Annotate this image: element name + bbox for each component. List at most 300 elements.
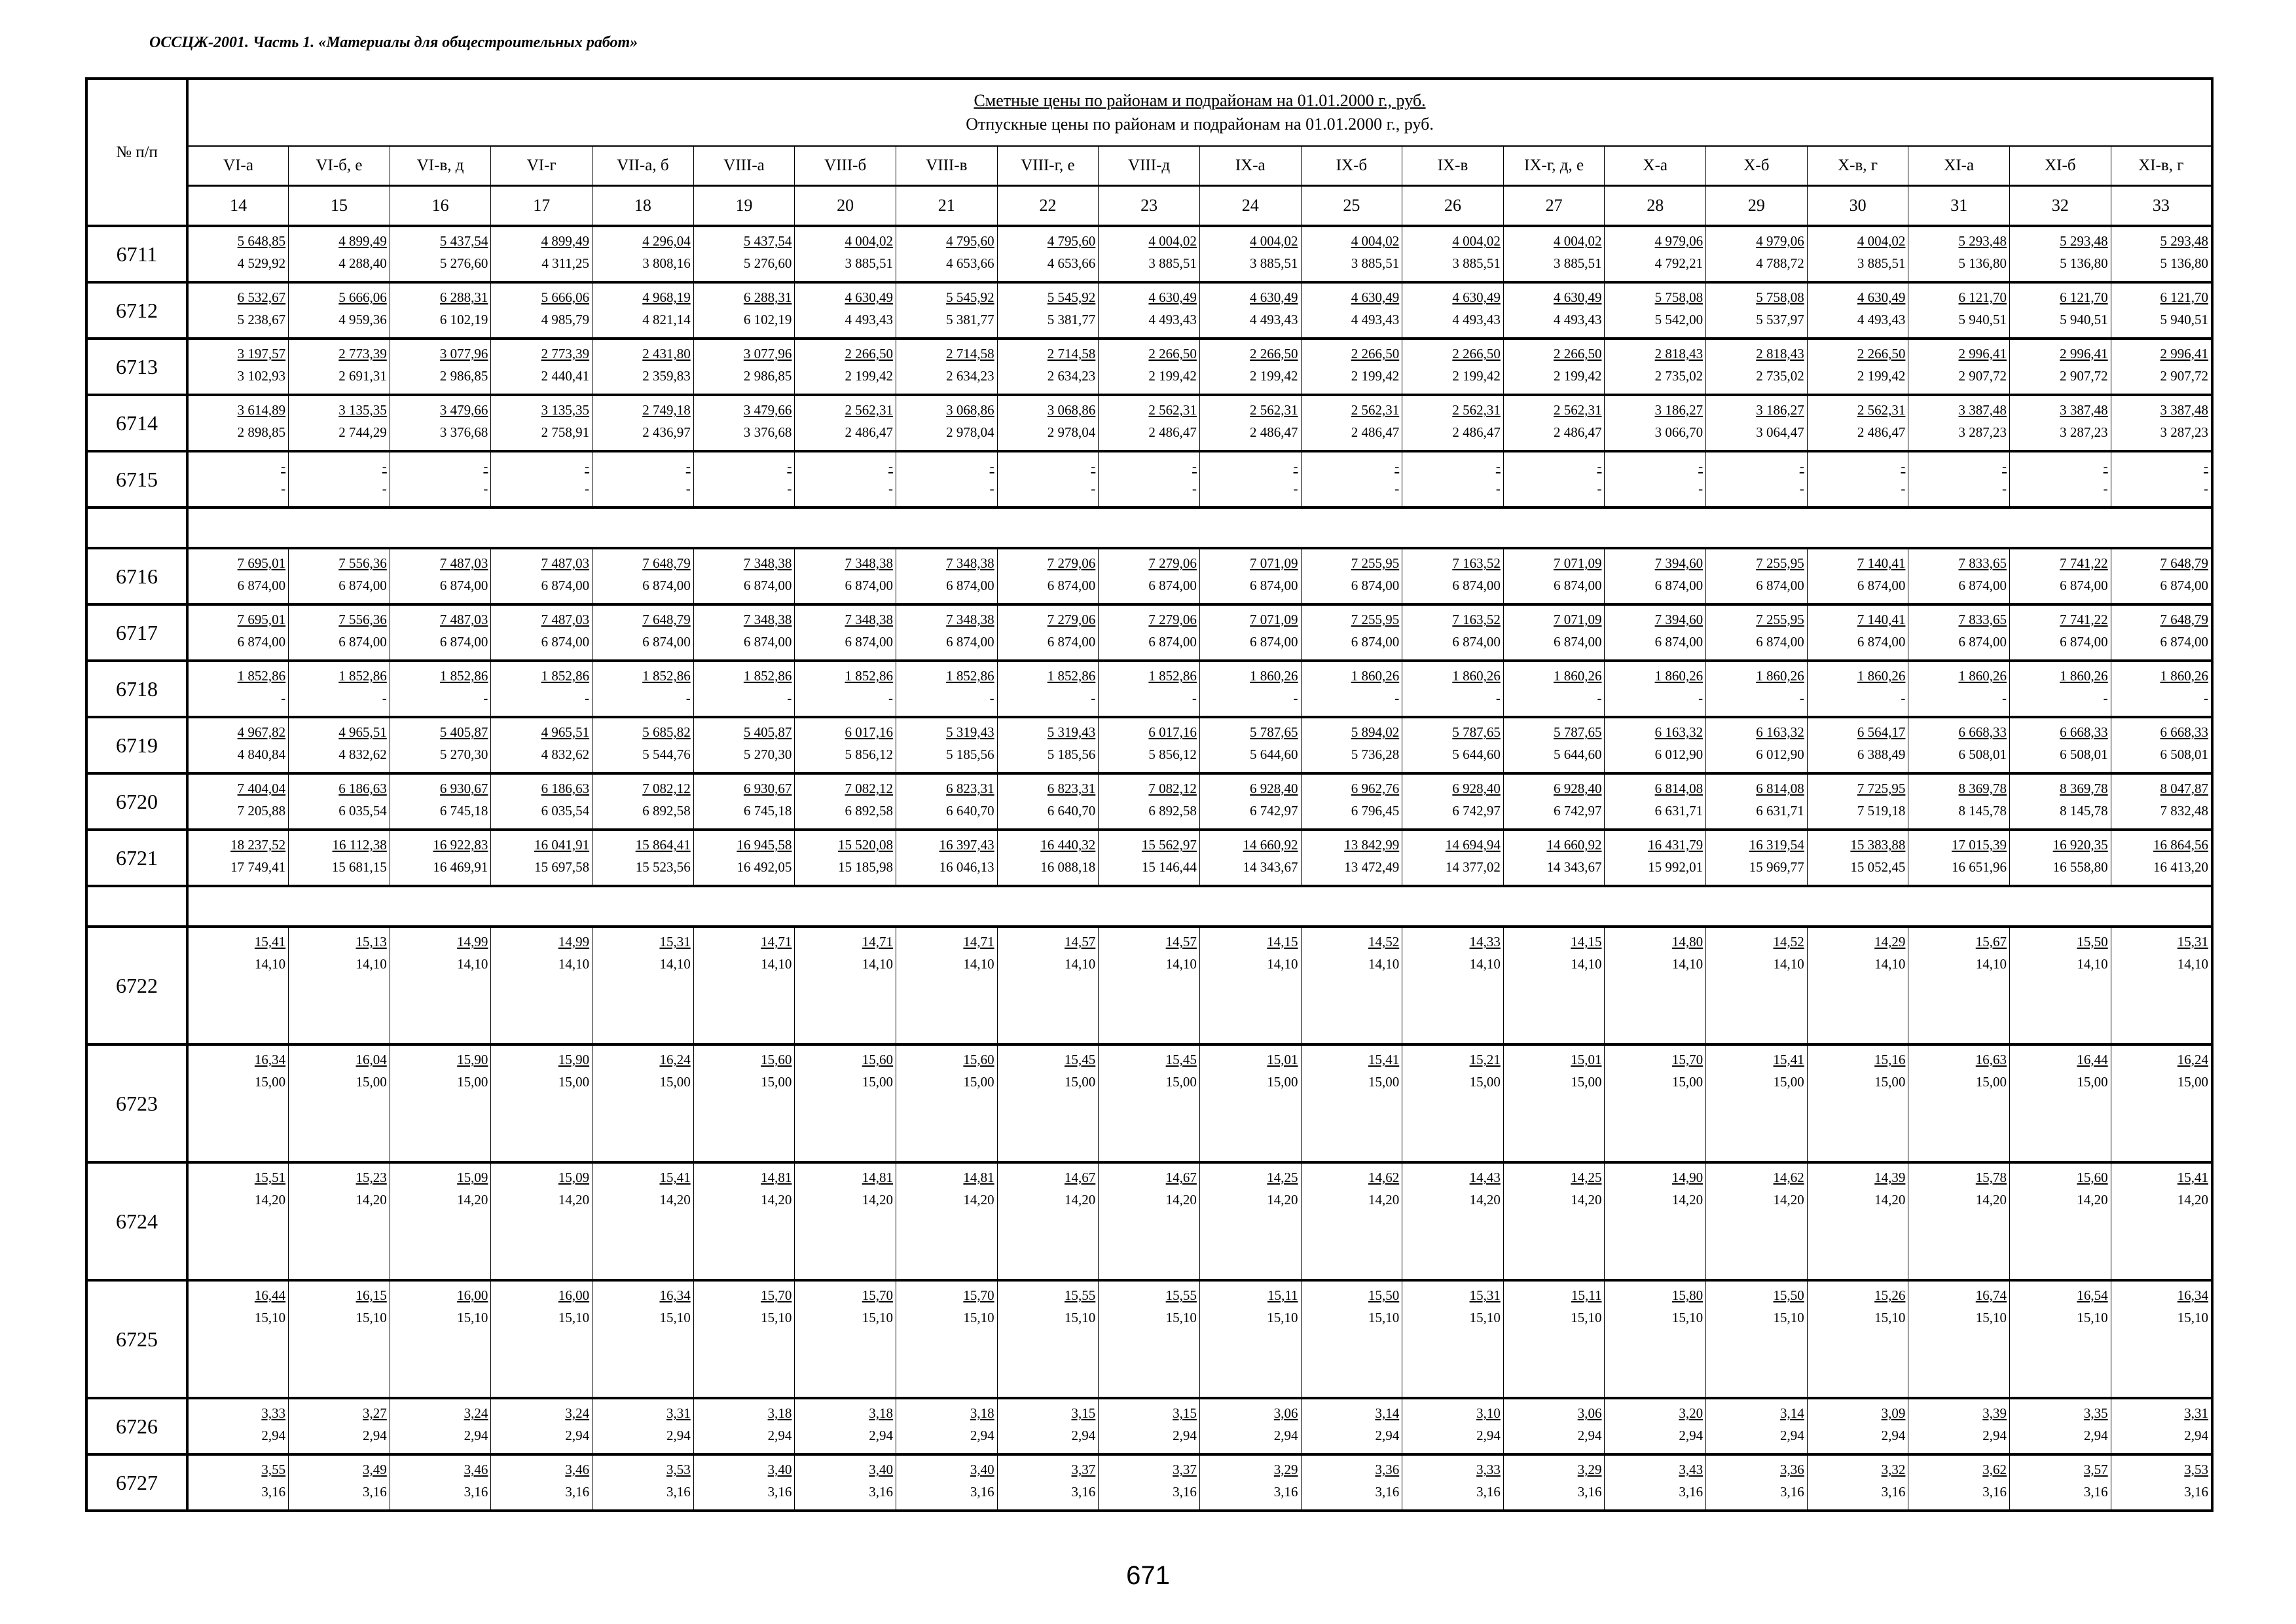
estimated-price: 2 996,41 (2060, 346, 2108, 361)
price-cell (1099, 1280, 1200, 1398)
release-price: 3,16 (1780, 1484, 1804, 1500)
estimated-price: 2 996,41 (1958, 346, 2007, 361)
estimated-price: 3,29 (1577, 1462, 1602, 1477)
estimated-price: - (1293, 458, 1298, 474)
estimated-price: 14,71 (963, 934, 994, 950)
release-price: 6 874,00 (1250, 634, 1298, 650)
estimated-price: 15,78 (1975, 1170, 2007, 1185)
release-price: 3 064,47 (1756, 424, 1804, 440)
estimated-price: - (888, 458, 893, 474)
release-price: 6 388,49 (1857, 747, 1906, 762)
release-price: 15,00 (355, 1074, 387, 1090)
release-price: 15,10 (1773, 1310, 1804, 1325)
estimated-price: 15,31 (1469, 1287, 1501, 1303)
estimated-price: 4 630,49 (1351, 289, 1400, 305)
region-header: VIII-г, е (997, 146, 1099, 186)
estimated-price: 7 725,95 (1857, 781, 1906, 796)
estimated-price: 5 437,54 (439, 233, 488, 249)
estimated-price: 3 135,35 (338, 402, 387, 418)
release-price: - (585, 481, 590, 496)
price-cell (1706, 339, 1808, 395)
release-price: - (1799, 690, 1804, 706)
release-price: - (787, 481, 792, 496)
release-price: 2 199,42 (845, 368, 893, 384)
price-cell (1605, 1162, 1706, 1280)
price-cell (1807, 1162, 1908, 1280)
estimated-price: 16,44 (254, 1287, 286, 1303)
release-price: 5 381,77 (1047, 312, 1096, 327)
estimated-price: 1 852,86 (541, 668, 590, 684)
estimated-price: 14,81 (862, 1170, 893, 1185)
release-price: 14,10 (558, 956, 590, 972)
release-price: 2 691,31 (338, 368, 387, 384)
release-price: 6 874,00 (1351, 634, 1400, 650)
estimated-price: 15,01 (1267, 1052, 1298, 1067)
release-price: 3 885,51 (1351, 255, 1400, 271)
column-number-row (86, 186, 2212, 227)
release-price: 2 986,85 (743, 368, 792, 384)
estimated-price: 2 818,43 (1756, 346, 1804, 361)
region-header: VI-б, е (289, 146, 390, 186)
estimated-price: 17 015,39 (1952, 837, 2007, 853)
estimated-price: 14,15 (1571, 934, 1602, 950)
price-cell (1807, 1280, 1908, 1398)
release-price: 5 270,30 (439, 747, 488, 762)
price-cell (1908, 451, 2010, 507)
estimated-price: - (2204, 458, 2209, 474)
estimated-price: 16 431,79 (1648, 837, 1704, 853)
estimated-price: 3,62 (1982, 1462, 2007, 1477)
release-price: 15,10 (254, 1310, 286, 1325)
estimated-price: 16 864,56 (2153, 837, 2209, 853)
estimated-price: 4 630,49 (1553, 289, 1602, 305)
release-price: - (888, 481, 893, 496)
price-cell (693, 1280, 795, 1398)
price-cell (997, 830, 1099, 886)
estimated-price: 6 288,31 (743, 289, 792, 305)
column-number: 32 (2010, 186, 2111, 227)
release-price: - (1091, 690, 1096, 706)
release-price: 16 651,96 (1952, 859, 2007, 875)
estimated-price: 15,90 (558, 1052, 590, 1067)
release-price: 4 832,62 (541, 747, 590, 762)
price-cell (896, 395, 997, 451)
estimated-price: 14,57 (1165, 934, 1197, 950)
price-cell (1605, 339, 1706, 395)
price-cell (1199, 282, 1301, 339)
estimated-price: 14,25 (1571, 1170, 1602, 1185)
release-price: 15,00 (457, 1074, 488, 1090)
price-table-container (85, 77, 2211, 1512)
price-cell (1706, 1398, 1808, 1454)
price-cell (693, 548, 795, 604)
release-price: 4 832,62 (338, 747, 387, 762)
price-cell (1199, 717, 1301, 773)
release-price: 4 840,84 (237, 747, 286, 762)
release-price: 6 874,00 (1958, 634, 2007, 650)
release-price: 6 874,00 (338, 578, 387, 593)
estimated-price: 7 487,03 (541, 612, 590, 627)
table-row (86, 395, 2212, 451)
price-cell (187, 717, 289, 773)
price-cell (1301, 773, 1402, 830)
price-cell (997, 451, 1099, 507)
release-price: 3,16 (1071, 1484, 1096, 1500)
release-price: 3,16 (565, 1484, 590, 1500)
release-price: - (989, 481, 994, 496)
price-cell (1199, 548, 1301, 604)
price-cell (390, 927, 491, 1044)
release-price: 6 012,90 (1756, 747, 1804, 762)
price-cell (1605, 282, 1706, 339)
release-price: 2,94 (1577, 1428, 1602, 1443)
price-cell (997, 717, 1099, 773)
estimated-price: 15,80 (1671, 1287, 1704, 1303)
price-cell (1301, 661, 1402, 717)
estimated-price: 15,90 (457, 1052, 488, 1067)
estimated-price: 1 852,86 (743, 668, 792, 684)
release-price: 2 486,47 (1452, 424, 1501, 440)
price-cell (997, 927, 1099, 1044)
row-number: 6725 (86, 1280, 187, 1398)
estimated-price: 5 787,65 (1452, 724, 1501, 740)
release-price: 4 493,43 (845, 312, 893, 327)
price-cell (1908, 604, 2010, 661)
price-cell (289, 395, 390, 451)
price-table (85, 77, 2214, 1512)
price-cell (1199, 1044, 1301, 1162)
table-row (86, 661, 2212, 717)
estimated-price: 14,71 (761, 934, 792, 950)
price-cell (1908, 773, 2010, 830)
release-price: 6 874,00 (1351, 578, 1400, 593)
estimated-price: - (1698, 458, 1704, 474)
separator-cell (187, 886, 2212, 927)
release-price: 16 046,13 (939, 859, 994, 875)
release-price: 4 493,43 (1857, 312, 1906, 327)
release-price: 3,16 (261, 1484, 286, 1500)
price-cell (390, 1454, 491, 1511)
release-prices-title: Отпускные цены по районам и подрайонам на 01.01.2000 г., руб. (966, 115, 1434, 134)
estimated-price: 15,41 (254, 934, 286, 950)
estimated-price: 7 648,79 (642, 612, 691, 627)
price-cell (1908, 661, 2010, 717)
price-cell (795, 1280, 896, 1398)
price-cell (1706, 226, 1808, 282)
release-price: 14,10 (1571, 956, 1602, 972)
release-price: 3,16 (1476, 1484, 1501, 1500)
estimated-price: 15,55 (1065, 1287, 1096, 1303)
estimated-price: 16 112,38 (332, 837, 387, 853)
estimated-price: 3,37 (1173, 1462, 1197, 1477)
price-cell (997, 548, 1099, 604)
price-cell (187, 226, 289, 282)
release-price: 6 745,18 (743, 803, 792, 819)
estimated-price: 7 741,22 (2060, 555, 2108, 571)
price-cell (592, 548, 694, 604)
price-cell (1908, 1398, 2010, 1454)
price-cell (1301, 548, 1402, 604)
estimated-price: 2 266,50 (1351, 346, 1400, 361)
table-row (86, 1044, 2212, 1162)
release-price: 2 199,42 (1250, 368, 1298, 384)
price-cell (592, 1454, 694, 1511)
estimated-price: 3,31 (2184, 1405, 2209, 1421)
release-price: - (2103, 481, 2108, 496)
estimated-price: 3,14 (1375, 1405, 1400, 1421)
release-price: 6 874,00 (1047, 578, 1096, 593)
estimated-price: 7 695,01 (237, 612, 286, 627)
release-price: 15,10 (862, 1310, 893, 1325)
estimated-price: 7 071,09 (1553, 612, 1602, 627)
release-price: 6 640,70 (1047, 803, 1096, 819)
release-price: 7 519,18 (1857, 803, 1906, 819)
estimated-price: 1 860,26 (1958, 668, 2007, 684)
page-header: ОССЦЖ-2001. Часть 1. «Материалы для общестроительных работ» (149, 34, 638, 51)
release-price: 3,16 (2083, 1484, 2108, 1500)
estimated-price: 6 564,17 (1857, 724, 1906, 740)
estimated-price: 14,80 (1671, 934, 1704, 950)
row-number: 6724 (86, 1162, 187, 1280)
release-price: 5 940,51 (1958, 312, 2007, 327)
price-cell (1099, 661, 1200, 717)
estimated-price: 3,32 (1881, 1462, 1906, 1477)
estimated-price: 7 140,41 (1857, 612, 1906, 627)
price-cell (1807, 927, 1908, 1044)
release-price: 3 885,51 (845, 255, 893, 271)
release-price: - (281, 481, 286, 496)
price-cell (1099, 395, 1200, 451)
estimated-price: 7 833,65 (1958, 612, 2007, 627)
price-cell (491, 1162, 592, 1280)
release-price: 2 486,47 (1351, 424, 1400, 440)
release-price: 2 907,72 (2060, 368, 2108, 384)
price-cell (390, 1280, 491, 1398)
estimated-price: - (1091, 458, 1096, 474)
release-price: 2,94 (1173, 1428, 1197, 1443)
price-cell (1706, 830, 1808, 886)
estimated-price: 5 758,08 (1654, 289, 1704, 305)
release-price: 5 185,56 (946, 747, 994, 762)
price-cell (1807, 395, 1908, 451)
region-header: VI-а (187, 146, 289, 186)
release-price: 6 102,19 (439, 312, 488, 327)
estimated-price: 7 394,60 (1654, 612, 1704, 627)
table-title (187, 79, 2212, 146)
estimated-price: 14 694,94 (1445, 837, 1501, 853)
release-price: 2 486,47 (1250, 424, 1298, 440)
price-cell (693, 282, 795, 339)
estimated-price: 14,52 (1368, 934, 1400, 950)
estimated-price: 6 928,40 (1452, 781, 1501, 796)
estimated-price: 2 714,58 (946, 346, 994, 361)
estimated-price: 3 387,48 (2160, 402, 2209, 418)
release-price: 15,10 (1874, 1310, 1906, 1325)
estimated-price: 5 666,06 (541, 289, 590, 305)
release-price: 2,94 (2083, 1428, 2108, 1443)
estimated-price: 5 787,65 (1553, 724, 1602, 740)
price-cell (1199, 395, 1301, 451)
estimated-price: 14,90 (1671, 1170, 1704, 1185)
release-price: 6 874,00 (946, 578, 994, 593)
price-cell (390, 830, 491, 886)
release-price: 14,10 (1165, 956, 1197, 972)
estimated-price: 15 562,97 (1141, 837, 1197, 853)
price-cell (1199, 1280, 1301, 1398)
estimated-price: 1 860,26 (1553, 668, 1602, 684)
release-price: - (787, 690, 792, 706)
release-price: 2,94 (1273, 1428, 1298, 1443)
price-cell (997, 773, 1099, 830)
estimated-price: 6 814,08 (1654, 781, 1704, 796)
estimated-price: 4 630,49 (1452, 289, 1501, 305)
estimated-price: 7 348,38 (743, 612, 792, 627)
release-price: 15 969,77 (1749, 859, 1804, 875)
price-cell (1503, 1398, 1605, 1454)
estimated-price: 5 319,43 (1047, 724, 1096, 740)
release-price: 2 486,47 (1148, 424, 1197, 440)
release-price: 6 874,00 (541, 578, 590, 593)
price-cell (1199, 604, 1301, 661)
release-price: 14,10 (1975, 956, 2007, 972)
release-price: 4 311,25 (541, 255, 590, 271)
release-price: 5 940,51 (2160, 312, 2209, 327)
price-cell (997, 1454, 1099, 1511)
price-cell (1301, 1162, 1402, 1280)
price-cell (187, 604, 289, 661)
price-cell (693, 830, 795, 886)
release-price: 15,10 (1065, 1310, 1096, 1325)
release-price: - (888, 690, 893, 706)
estimated-price: 1 860,26 (1756, 668, 1804, 684)
release-price: 14,20 (1671, 1192, 1704, 1208)
estimated-price: 1 860,26 (1250, 668, 1298, 684)
price-cell (1908, 830, 2010, 886)
estimated-price: 4 630,49 (1857, 289, 1906, 305)
estimated-price: 6 928,40 (1553, 781, 1602, 796)
column-number: 30 (1807, 186, 1908, 227)
price-cell (1402, 548, 1504, 604)
price-cell (1908, 717, 2010, 773)
estimated-price: 3 186,27 (1654, 402, 1704, 418)
estimated-price: 4 630,49 (1148, 289, 1197, 305)
release-price: 16 469,91 (433, 859, 488, 875)
estimated-price: 15,70 (862, 1287, 893, 1303)
table-row (86, 548, 2212, 604)
price-cell (1807, 451, 1908, 507)
release-price: 15,10 (1975, 1310, 2007, 1325)
price-cell (1908, 1280, 2010, 1398)
price-cell (289, 282, 390, 339)
column-number: 24 (1199, 186, 1301, 227)
row-number: 6717 (86, 604, 187, 661)
price-cell (2010, 1162, 2111, 1280)
release-price: 6 796,45 (1351, 803, 1400, 819)
price-cell (289, 1044, 390, 1162)
release-price: 14,10 (457, 956, 488, 972)
estimated-price: 6 930,67 (439, 781, 488, 796)
price-cell (1807, 282, 1908, 339)
estimated-price: 2 431,80 (642, 346, 691, 361)
price-cell (1807, 717, 1908, 773)
estimated-price: 5 319,43 (946, 724, 994, 740)
estimated-price: 6 186,63 (541, 781, 590, 796)
estimated-price: 3,27 (363, 1405, 387, 1421)
release-price: 4 493,43 (1452, 312, 1501, 327)
release-price: 2 978,04 (946, 424, 994, 440)
release-price: 15 523,56 (635, 859, 691, 875)
price-cell (1099, 1398, 1200, 1454)
price-cell (693, 226, 795, 282)
price-cell (997, 661, 1099, 717)
release-price: 14,10 (355, 956, 387, 972)
release-price: 6 874,00 (2060, 634, 2108, 650)
price-cell (997, 1398, 1099, 1454)
estimated-price: 4 004,02 (1452, 233, 1501, 249)
price-cell (1301, 1280, 1402, 1398)
release-price: - (1192, 690, 1197, 706)
region-header: IX-г, д, е (1503, 146, 1605, 186)
release-price: 2 199,42 (1148, 368, 1197, 384)
price-cell (187, 927, 289, 1044)
price-cell (2010, 773, 2111, 830)
estimated-price: 6 121,70 (2060, 289, 2108, 305)
price-cell (592, 1044, 694, 1162)
price-cell (390, 226, 491, 282)
price-cell (2111, 1398, 2212, 1454)
column-number: 19 (693, 186, 795, 227)
estimated-price: 6 163,32 (1756, 724, 1804, 740)
release-price: 2,94 (1071, 1428, 1096, 1443)
release-price: 15 146,44 (1141, 859, 1197, 875)
estimated-price: 16,74 (1975, 1287, 2007, 1303)
price-cell (896, 604, 997, 661)
estimated-price: 7 082,12 (845, 781, 893, 796)
price-cell (592, 927, 694, 1044)
release-price: 5 537,97 (1756, 312, 1804, 327)
release-price: 14,10 (2177, 956, 2209, 972)
estimated-price: 15 520,08 (837, 837, 893, 853)
price-cell (795, 1398, 896, 1454)
estimated-price: 6 017,16 (845, 724, 893, 740)
price-cell (1706, 395, 1808, 451)
price-cell (795, 451, 896, 507)
price-cell (1402, 717, 1504, 773)
price-cell (1099, 830, 1200, 886)
price-cell (289, 451, 390, 507)
release-price: 3 885,51 (1857, 255, 1906, 271)
region-header: IX-в (1402, 146, 1504, 186)
price-cell (1807, 339, 1908, 395)
release-price: 15,00 (1267, 1074, 1298, 1090)
price-cell (1807, 661, 1908, 717)
release-price: 2 986,85 (439, 368, 488, 384)
estimated-price: 3 077,96 (743, 346, 792, 361)
estimated-price: 7 695,01 (237, 555, 286, 571)
price-cell (1605, 548, 1706, 604)
estimated-price: 7 556,36 (338, 612, 387, 627)
release-price: 15,00 (1065, 1074, 1096, 1090)
price-cell (2111, 451, 2212, 507)
price-cell (1503, 1044, 1605, 1162)
estimated-price: 3,33 (261, 1405, 286, 1421)
price-cell (491, 1044, 592, 1162)
release-price: 3,16 (464, 1484, 488, 1500)
price-cell (1099, 548, 1200, 604)
price-cell (1402, 339, 1504, 395)
estimated-price: - (1394, 458, 1400, 474)
release-price: 2,94 (666, 1428, 691, 1443)
